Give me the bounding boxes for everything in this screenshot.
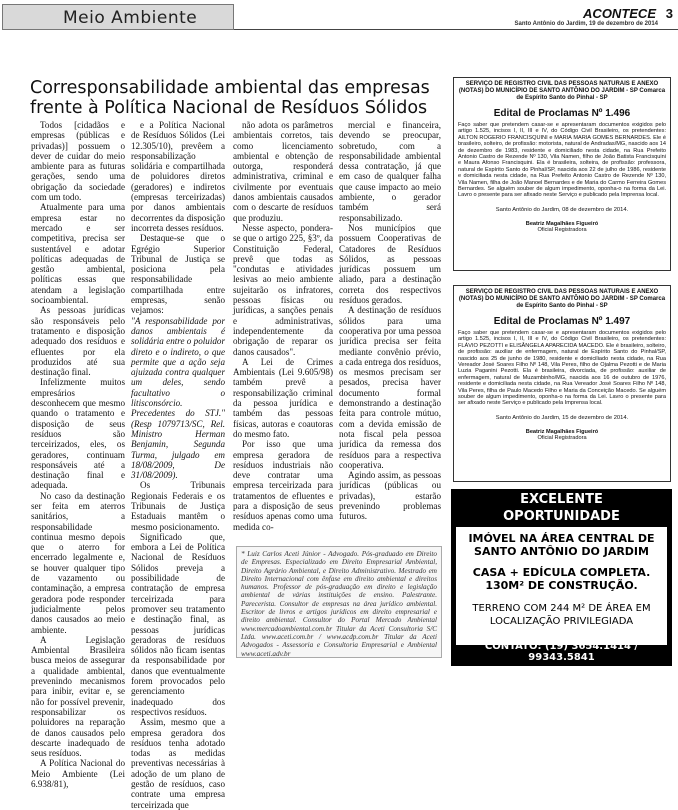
ad-body bbox=[456, 527, 667, 645]
paragraph: não adota os parâmetros ambientais corretos, tais como licenciamento ambiental e obtenção de outorga, responderá administrativa, criminal e civilmente por eventuais danos ambientais causados com o descarte de resíduos que produziu. bbox=[233, 120, 333, 223]
notice-registry: SERVIÇO DE REGISTRO CIVIL DAS PESSOAS NATURAIS E ANEXO (NOTAS) DO MUNICÍPIO DE SANTO ANTÔNIO DO JARDIM - SP Comarca de Espírito Santo do Pinhal - SP bbox=[458, 289, 666, 309]
author-bio-box: * Luiz Carlos Aceti Júnior - Advogado. Pós-graduado em Direito de Empresas. Especializado em Direito Empresarial Ambiental, Direito Agrário Ambiental, e Direito Administrativo. Mestrado em Direito Internacional com ênfase em direito ambiental e direitos humanos. Professor de pós-graduação em direito e legislação ambiental de várias instituições de ensino. Palestrante. Parecerista. Consultor de empresas na área jurídico ambiental. Escritor de livros e artigos jurídicos em direito empresarial e direito ambiental. Consultor do Portal Mercado Ambiental www.mercadoambiental.com.br Titular da Aceti Consultoria S/C Ltda. www.aceti.com.br / www.acdp.com.br Titular da Aceti Advogados - Assessoria e Consultoria Empresarial e Ambiental www.aceti.adv.br bbox=[236, 546, 442, 658]
paragraph: Os Tribunais Regionais Federais e os Tribunais de Justiça Estaduais mantêm o mesmo posicionamento. bbox=[131, 480, 225, 532]
paragraph: Atualmente para uma empresa estar no mercado e ser competitiva, precisa ser sustentável e adotar políticas adequadas de gestão ambiental, políticas essas que atendam a legislação socioambiental. bbox=[31, 202, 125, 306]
ad-title bbox=[451, 489, 672, 525]
ad-location: IMÓVEL NA ÁREA CENTRAL DE SANTO ANTÔNIO DO JARDIM bbox=[468, 532, 655, 558]
paragraph: Significado que, embora a Lei de Política Nacional de Resíduos Sólidos preveja a possibilidade de contratação de empresa terceirizada para promover seu tratamento e destinação final, as pessoas jurídicas geradoras de resíduos sólidos não ficam isentas da responsabilidade por danos que eventualmente forem provocados pelo gerenciamento inadequado dos respectivos resíduos. bbox=[131, 531, 225, 717]
paragraph: Infelizmente muitos empresários desconhecem que mesmo quando o tratamento e disposição de seus resíduos são terceirizados, eles, os geradores, continuam responsáveis até a destinação final e adequada. bbox=[31, 377, 125, 491]
notice-date: Santo Antônio do Jardim, 15 de dezembro de 2014. bbox=[495, 414, 629, 421]
notice-date: Santo Antônio do Jardim, 08 de dezembro de 2014. bbox=[495, 206, 629, 213]
notice-signer: Beatriz Magalhães Figueiró bbox=[525, 428, 599, 435]
real-estate-ad bbox=[451, 489, 672, 666]
ad-contact: CONTATO: (19) 3654.1414 / 99343.5841 bbox=[484, 641, 639, 663]
ad-lot: TERRENO COM 244 M² DE ÁREA EM LOCALIZAÇÃO PRIVILEGIADA bbox=[472, 603, 651, 627]
notice-text: Faço saber que pretendem casar-se e apresentaram documentos exigidos pelo artigo 1.525, incisos I, II, III e IV, do Código Civil Brasileiro, os pretendentes: AILTON ROGERIO FRANCISQUINI e MARIA MARIA GOMES BERNARDES. Ele é brasileiro, solteiro, de profissão: motorista, natural de Andradas/MG, nascido aos 14 de dezembro de 1983, residente e domiciliado nesta cidade, na Rua Prefeito Antonio Castro de Rezende Nº 130, Vila Namen, filho de João Batista Francisquini e Maura Afonso Francisquini. Ela é brasileira, solteira, de profissão: professora, natural de Espírito Santo do Pinhal/SP, nascida aos 22 de julho de 1986, residente e domiciliada nesta cidade, na Rua Prefeito Antonio Castro de Rezende Nº 130, Vila Namen, filha de João Manoel Bernardes e de Maria do Carmo Ferreira Gomes Bernardes. Se alguém souber de algum impedimento, oponha-o na forma da Lei. Lavro o presente para ser afixado neste Serviço e publicado pela Imprensa local. bbox=[458, 122, 667, 199]
paragraph: Todos [cidadãos e empresas (públicas e privadas)] possuem o dever de cuidar do meio ambiente para as futuras gerações, sendo uma obrigação da sociedade com um todo. bbox=[31, 120, 125, 203]
newspaper-brand: ACONTECE bbox=[583, 6, 656, 21]
marriage-notice bbox=[453, 77, 671, 271]
article-column-4 bbox=[339, 120, 441, 547]
notice-signature bbox=[458, 221, 666, 234]
section-tab bbox=[2, 4, 234, 30]
article-column-1 bbox=[31, 120, 125, 789]
ad-title-line-2: OPORTUNIDADE bbox=[503, 509, 620, 524]
paragraph: Destaque-se que o Egrégio Superior Tribunal de Justiça se posiciona pela responsabilidade compartilhada entre empresas, senão vejamos: bbox=[131, 233, 225, 316]
paragraph: Assim, mesmo que a empresa geradora dos resíduos tenha adotado todas as medidas preventivas necessárias à adoção de um plano de gestão de resíduos, caso contrate uma empresa terceirizada que bbox=[131, 717, 225, 810]
notice-text: Faço saber que pretendem casar-se e apresentaram documentos exigidos pelo artigo 1.525, incisos I, II, III e IV, do Código Civil Brasileiro, os pretendentes: FLÁVIO PEZOTTI e ELISÂNGELA APARECIDA MACEDO. Ele é brasileiro, solteiro, de profissão: auxiliar de enfermagem, natural de Espírito Santo do Pinhal/SP, nascido aos 25 de junho de 1980, residente e domiciliado nesta cidade, na Rua Vereador José Soares Filho Nº 148, Vila Peres, filho de Ojalma Pezotti e de Maria Luzia Paganini Pezotti. Ela é brasileira, divorciada, de profissão: auxiliar de enfermagem, natural de Muzambinho/MG, nascida aos 16 de outubro de 1976, residente e domiciliada nesta cidade, na Rua Vereador José Soares Filho Nº 148, Vila Peres, filha de Paulo Macedo Filho e Maria da Conceição Macedo. Se alguém souber de algum impedimento, oponha-o na forma da Lei. Lavro o presente para ser afixado neste Serviço e publicado pela Imprensa local. bbox=[458, 330, 666, 407]
notice-signature bbox=[458, 429, 666, 442]
marriage-notice bbox=[453, 285, 671, 482]
notice-title: Edital de Proclamas Nº 1.497 bbox=[493, 316, 631, 327]
article-column-3 bbox=[233, 120, 333, 547]
ad-title-line-1: EXCELENTE bbox=[520, 492, 603, 507]
notice-role: Oficial Registradora bbox=[537, 227, 587, 234]
paragraph: No caso da destinação ser feita em aterros sanitários, a responsabilidade continua mesmo depois que o aterro for encerrado legalmente e, se houver qualquer tipo de vazamento ou contaminação, a empresa geradora pode responder judicialmente pelos danos causados ao meio ambiente. bbox=[31, 490, 125, 635]
notice-signer: Beatriz Magalhães Figueiró bbox=[525, 220, 599, 227]
header-rule bbox=[234, 29, 678, 30]
paragraph: e a Política Nacional de Resíduos Sólidos (Lei 12.305/10), prevêem a responsabilização solidária e compartilhada de poluidores diretos (geradores) e indiretos (empresas terceirizadas) por danos ambientais decorrentes da disposição incorreta desses resíduos. bbox=[131, 120, 225, 233]
ad-features: CASA + EDÍCULA COMPLETA. 130M² DE CONSTRUÇÃO. bbox=[472, 566, 651, 592]
notice-registry: SERVIÇO DE REGISTRO CIVIL DAS PESSOAS NATURAIS E ANEXO (NOTAS) DO MUNICÍPIO DE SANTO ANTÔNIO DO JARDIM - SP Comarca de Espírito Santo do Pinhal - SP bbox=[458, 81, 666, 101]
article-headline: Corresponsabilidade ambiental das empresas frente à Política Nacional de Resíduos Sólidos bbox=[30, 78, 430, 118]
paragraph: Agindo assim, as pessoas jurídicas (públicas ou privadas), estarão prevenindo problemas futuros. bbox=[339, 470, 441, 522]
court-quote: "A responsabilidade por danos ambientais é solidária entre o poluidor direto e o indireto, o que permite que a ação seja ajuizada contra qualquer um deles, sendo facultativo o litisconsórcio. Precedentes do STJ." (Resp 1079713/SC, Rel. Ministro Herman Benjamin, Segunda Turma, julgado em 18/08/2009, De 31/08/2009). bbox=[131, 315, 225, 481]
paragraph: Nos municípios que possuem Cooperativas de Catadores de Resíduos Sólidos, as pessoas jurídicas possuem um aliado, para a destinação correta dos respectivos resíduos gerados. bbox=[339, 222, 441, 306]
section-title: Meio Ambiente bbox=[63, 8, 198, 28]
page-number: 3 bbox=[665, 6, 673, 21]
paragraph: A Legislação Ambiental Brasileira busca meios de assegurar a qualidade ambiental, prevenindo mecanismos para inibir, evitar e, se não for possível prevenir, responsabilizar os poluidores na reparação de danos causados pelo descarte inadequado de seus resíduos. bbox=[31, 634, 125, 759]
paragraph: A Lei de Crimes Ambientais (Lei 9.605/98) também prevê a responsabilização criminal da pessoa jurídica e também das pessoas físicas, autoras e coautoras do mesmo fato. bbox=[233, 356, 333, 439]
paragraph: Por isso que uma empresa geradora de resíduos industriais não deve contratar uma empresa terceirizada para tratamentos de efluentes e para a disposição de seus resíduos apenas como uma medida co- bbox=[233, 439, 333, 532]
paragraph: A Política Nacional do Meio Ambiente (Lei 6.938/81), bbox=[31, 758, 125, 789]
notice-role: Oficial Registradora bbox=[537, 435, 587, 442]
notice-title: Edital de Proclamas Nº 1.496 bbox=[493, 108, 631, 119]
paragraph: Nesse aspecto, pondera-se que o artigo 225, §3º, da Constituição Federal, prevê que todas as "condutas e atividades lesivas ao meio ambiente sujeitarão os infratores, pessoas físicas ou jurídicas, a sanções penais e administrativas, independentemente da obrigação de reparar os danos causados". bbox=[233, 222, 333, 357]
paragraph: As pessoas jurídicas são responsáveis pelo tratamento e disposição adequado dos resíduos e efluentes por ela produzidos até sua destinação final. bbox=[31, 305, 125, 378]
dateline: Santo Antônio do Jardim, 19 de dezembro de 2014 bbox=[514, 21, 658, 27]
article-column-2 bbox=[131, 120, 225, 810]
paragraph: mercial e financeira, devendo se preocupar, sobretudo, com a responsabilidade ambiental dessa contratação, já que em caso de qualquer falha que cause impacto ao meio ambiente, o gerador também será responsabilizado. bbox=[339, 120, 441, 223]
paragraph: A destinação de resíduos sólidos para uma cooperativa por uma pessoa jurídica precisa ser feita mediante convênio prévio, a cada entrega dos resíduos, os mesmos precisam ser pesados, precisa haver documento formal demonstrando a destinação feita para controle mútuo, com a devida emissão de nota fiscal pela pessoa jurídica da remessa dos resíduos para a respectiva cooperativa. bbox=[339, 305, 441, 470]
